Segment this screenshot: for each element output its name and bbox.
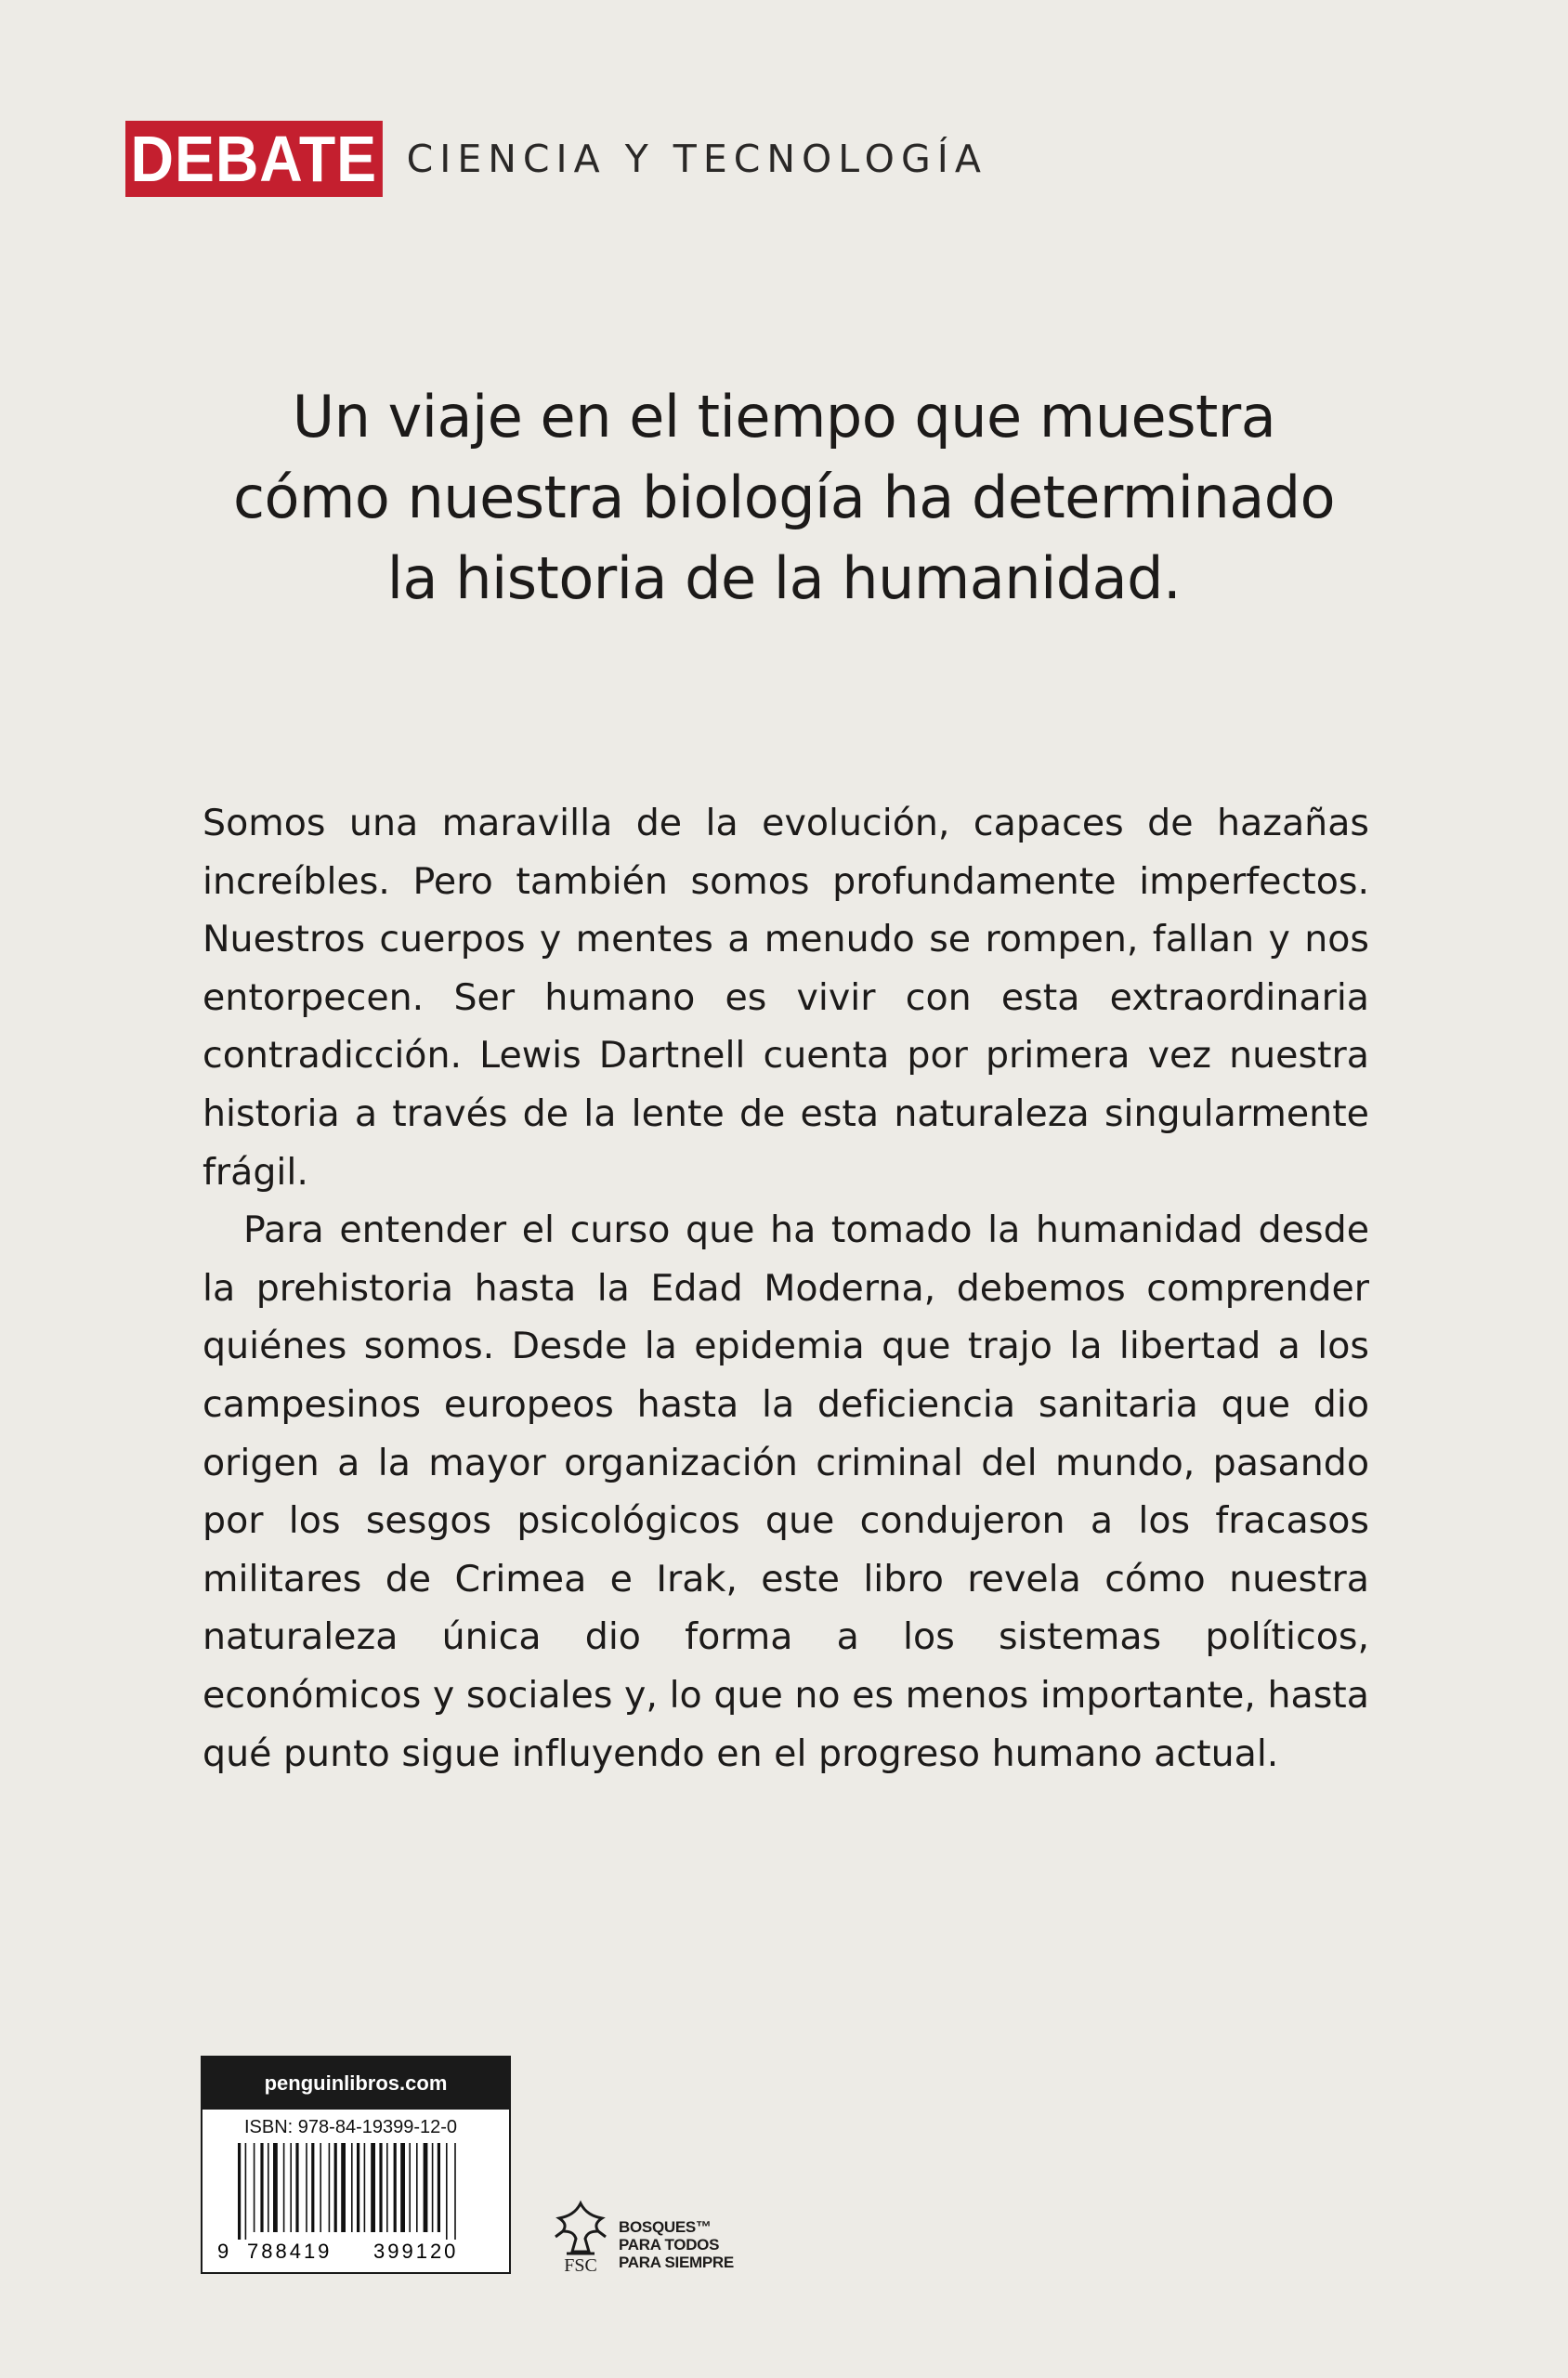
barcode-bar	[254, 2143, 255, 2232]
isbn-label: ISBN: 978-84-19399-12-0	[244, 2117, 458, 2137]
barcode-bar	[268, 2143, 269, 2232]
barcode	[214, 2143, 502, 2266]
header	[125, 121, 987, 197]
barcode-bar	[454, 2143, 456, 2240]
barcode-bar	[283, 2143, 285, 2232]
barcode-bar	[341, 2143, 346, 2232]
barcode-bar	[306, 2143, 307, 2232]
barcode-bar	[311, 2143, 314, 2232]
barcode-bar	[329, 2143, 331, 2232]
barcode-bar	[438, 2143, 440, 2232]
blurb	[203, 794, 1369, 1783]
tagline-line: Un viaje en el tiempo que muestra	[292, 383, 1276, 451]
barcode-bar	[424, 2143, 428, 2232]
barcode-digit-lead: 9	[217, 2240, 229, 2263]
barcode-bar	[394, 2143, 397, 2232]
barcode-bar	[273, 2143, 278, 2232]
barcode-bar	[371, 2143, 375, 2232]
barcode-bar	[260, 2143, 263, 2232]
barcode-bar	[379, 2143, 382, 2232]
fsc-slogan	[619, 2218, 734, 2271]
barcode-bar	[409, 2143, 411, 2232]
barcode-bar	[238, 2143, 241, 2240]
tagline	[0, 376, 1568, 619]
barcode-box	[201, 2056, 511, 2274]
fsc-line: PARA TODOS	[619, 2236, 720, 2254]
fsc-line: PARA SIEMPRE	[619, 2254, 734, 2271]
fsc-line: BOSQUES™	[619, 2218, 712, 2236]
barcode-bar	[357, 2143, 359, 2232]
collection-name: CIENCIA Y TECNOLOGÍA	[406, 137, 987, 181]
barcode-bar	[334, 2143, 337, 2232]
barcode-bar	[432, 2143, 434, 2232]
tagline-line: cómo nuestra biología ha determinado	[232, 464, 1336, 531]
barcode-bar	[290, 2143, 292, 2232]
barcode-bar	[245, 2143, 247, 2240]
fsc-abbr: FSC	[564, 2255, 597, 2276]
publisher-logo: DEBATE	[125, 121, 383, 197]
website-label: penguinlibros.com	[203, 2058, 509, 2110]
barcode-bar	[295, 2143, 298, 2232]
tagline-line: la historia de la humanidad.	[386, 544, 1182, 612]
barcode-bar	[351, 2143, 353, 2232]
barcode-bar	[364, 2143, 366, 2232]
barcode-bars	[238, 2143, 456, 2240]
blurb-paragraph: Para entender el curso que ha tomado la humanidad desde la prehistoria hasta la Edad Moderna, debemos comprender quiénes somos. Desde la epidemia que trajo la libertad a los campesinos europeos hasta la deficiencia sanitaria que dio origen a la mayor organización criminal del mundo, pasando por los sesgos psicológicos que condujeron a los fracasos militares de Crimea e Irak, este libro revela cómo nuestra naturaleza única dio forma a los sistemas políticos, económicos y sociales y, lo que no es menos importante, hasta qué punto sigue influyendo en el progreso humano actual.	[203, 1209, 1369, 1775]
barcode-bar	[416, 2143, 418, 2232]
fsc-logo	[550, 2200, 734, 2277]
fsc-tree-icon	[550, 2200, 611, 2257]
barcode-bar	[386, 2143, 388, 2232]
barcode-digits-right: 399120	[373, 2240, 459, 2263]
barcode-bar	[400, 2143, 405, 2232]
blurb-paragraph: Somos una maravilla de la evolución, capaces de hazañas increíbles. Pero también somos profundamente imperfectos. Nuestros cuerpos y mentes a menudo se rompen, fallan y nos entorpecen. Ser humano es vivir con esta extraordinaria contradicción. Lewis Dartnell cuenta por primera vez nuestra historia a través de la lente de esta naturaleza singularmente frágil.	[203, 802, 1369, 1194]
barcode-bar	[320, 2143, 321, 2232]
barcode-bar	[446, 2143, 448, 2240]
barcode-digits-left: 788419	[247, 2240, 333, 2263]
